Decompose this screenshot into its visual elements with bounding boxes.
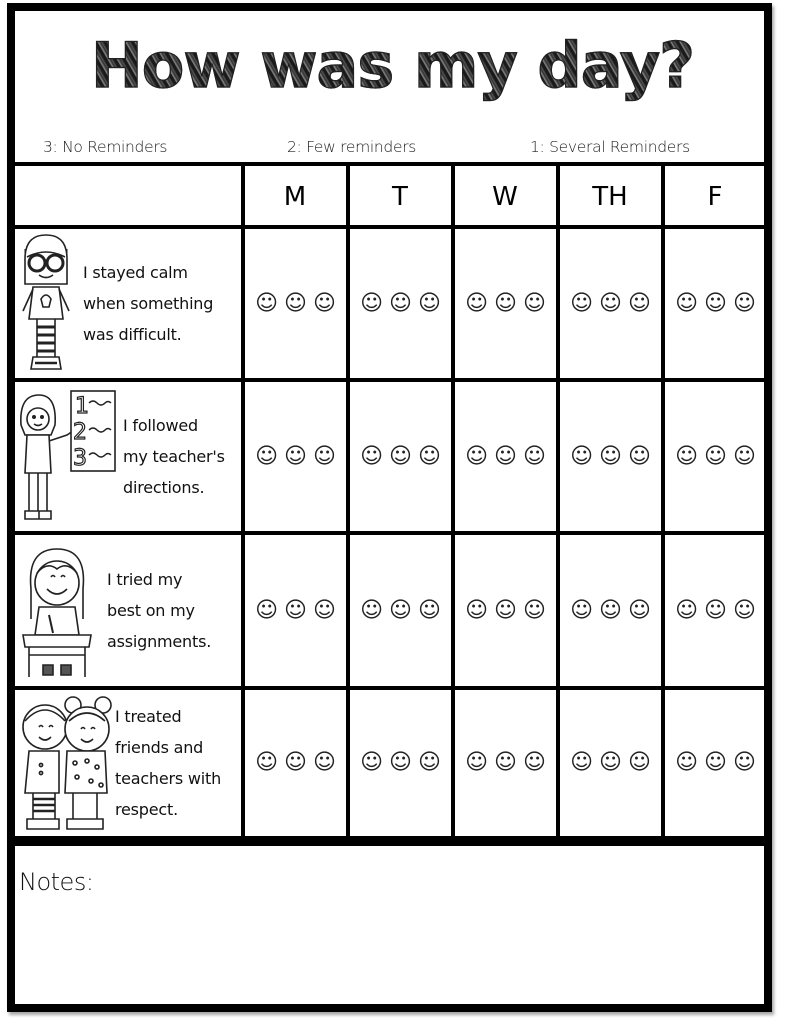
smiley-face-icon[interactable]: ☺ (389, 750, 412, 775)
rating-cell-monday-row-1 (245, 229, 346, 378)
smiley-face-icon[interactable]: ☺ (627, 290, 651, 316)
smiley-face-icon[interactable]: ☺ (465, 290, 489, 316)
day-header-tuesday: T (392, 182, 408, 212)
rating-cell-monday-row-3 (245, 535, 346, 686)
smiley-face-icon[interactable]: ☺ (675, 443, 699, 469)
girl-with-glasses-icon (15, 229, 77, 378)
smiley-face-icon[interactable]: ☺ (465, 597, 489, 623)
smiley-face-icon[interactable]: ☺ (599, 290, 622, 316)
day-header-monday: M (283, 182, 307, 212)
smiley-face-icon[interactable]: ☺ (312, 750, 336, 775)
smiley-face-icon[interactable]: ☺ (465, 443, 489, 469)
smiley-face-icon[interactable]: ☺ (389, 290, 412, 316)
two-friends-hugging-icon (15, 691, 115, 835)
smiley-face-icon[interactable]: ☺ (284, 443, 307, 469)
smiley-face-icon[interactable]: ☺ (284, 290, 307, 316)
smiley-face-icon[interactable]: ☺ (312, 443, 336, 469)
girl-pointing-at-list-icon (15, 385, 121, 529)
behavior-text: I stayed calm when something was difficult. (83, 263, 214, 344)
smiley-face-icon[interactable]: ☺ (494, 290, 517, 316)
svg-text:1: 1 (75, 393, 89, 419)
smiley-face-icon[interactable]: ☺ (360, 597, 384, 623)
smiley-face-icon[interactable]: ☺ (255, 597, 279, 623)
smiley-face-icon[interactable]: ☺ (417, 597, 441, 623)
smiley-face-icon[interactable]: ☺ (627, 597, 651, 623)
rating-cell-friday-row-4 (665, 690, 766, 836)
smiley-face-icon[interactable]: ☺ (360, 290, 384, 316)
rating-cell-monday-row-4 (245, 690, 346, 836)
legend-several-reminders: 1: Several Reminders (530, 138, 690, 156)
behavior-row-calm (15, 229, 242, 378)
grid-line (15, 162, 764, 166)
day-header-wednesday: W (492, 182, 518, 212)
rating-cell-thursday-row-3 (560, 535, 661, 686)
smiley-face-icon[interactable]: ☺ (284, 750, 307, 775)
rating-cell-wednesday-row-2 (455, 382, 556, 531)
rating-cell-tuesday-row-3 (350, 535, 451, 686)
smiley-face-icon[interactable]: ☺ (522, 750, 546, 775)
smiley-face-icon[interactable]: ☺ (360, 750, 384, 775)
smiley-face-icon[interactable]: ☺ (284, 597, 307, 623)
rating-cell-friday-row-2 (665, 382, 766, 531)
smiley-face-icon[interactable]: ☺ (570, 443, 594, 469)
smiley-face-icon[interactable]: ☺ (389, 597, 412, 623)
smiley-face-icon[interactable]: ☺ (570, 290, 594, 316)
rating-cell-tuesday-row-1 (350, 229, 451, 378)
smiley-face-icon[interactable]: ☺ (599, 597, 622, 623)
smiley-face-icon[interactable]: ☺ (732, 750, 756, 775)
rating-cell-friday-row-3 (665, 535, 766, 686)
page-title: How was my day? (0, 30, 785, 102)
smiley-face-icon[interactable]: ☺ (417, 443, 441, 469)
rating-cell-tuesday-row-2 (350, 382, 451, 531)
smiley-face-icon[interactable]: ☺ (570, 750, 594, 775)
notes-divider (15, 836, 764, 846)
svg-text:2: 2 (73, 419, 87, 445)
smiley-face-icon[interactable]: ☺ (599, 750, 622, 775)
smiley-face-icon[interactable]: ☺ (389, 443, 412, 469)
smiley-face-icon[interactable]: ☺ (732, 597, 756, 623)
rating-cell-thursday-row-1 (560, 229, 661, 378)
smiley-face-icon[interactable]: ☺ (255, 290, 279, 316)
smiley-face-icon[interactable]: ☺ (704, 290, 727, 316)
behavior-row-respect (15, 690, 242, 836)
smiley-face-icon[interactable]: ☺ (465, 750, 489, 775)
behavior-row-directions (15, 382, 242, 531)
smiley-face-icon[interactable]: ☺ (675, 750, 699, 775)
girl-writing-at-desk-icon (17, 539, 97, 683)
smiley-face-icon[interactable]: ☺ (732, 290, 756, 316)
smiley-face-icon[interactable]: ☺ (255, 750, 279, 775)
smiley-face-icon[interactable]: ☺ (522, 290, 546, 316)
rating-cell-wednesday-row-3 (455, 535, 556, 686)
smiley-face-icon[interactable]: ☺ (704, 443, 727, 469)
smiley-face-icon[interactable]: ☺ (494, 750, 517, 775)
smiley-face-icon[interactable]: ☺ (255, 443, 279, 469)
smiley-face-icon[interactable]: ☺ (704, 750, 727, 775)
smiley-face-icon[interactable]: ☺ (570, 597, 594, 623)
smiley-face-icon[interactable]: ☺ (522, 597, 546, 623)
rating-cell-friday-row-1 (665, 229, 766, 378)
smiley-face-icon[interactable]: ☺ (417, 750, 441, 775)
behavior-row-best (15, 535, 242, 686)
smiley-face-icon[interactable]: ☺ (312, 290, 336, 316)
rating-cell-thursday-row-4 (560, 690, 661, 836)
rating-cell-monday-row-2 (245, 382, 346, 531)
rating-cell-tuesday-row-4 (350, 690, 451, 836)
smiley-face-icon[interactable]: ☺ (627, 750, 651, 775)
notes-label: Notes: (19, 868, 94, 896)
rating-cell-wednesday-row-4 (455, 690, 556, 836)
smiley-face-icon[interactable]: ☺ (675, 290, 699, 316)
notes-area[interactable] (15, 846, 764, 1003)
behavior-text: I followed my teacher's directions. (123, 416, 225, 497)
smiley-face-icon[interactable]: ☺ (675, 597, 699, 623)
legend-no-reminders: 3: No Reminders (43, 138, 168, 156)
smiley-face-icon[interactable]: ☺ (360, 443, 384, 469)
smiley-face-icon[interactable]: ☺ (522, 443, 546, 469)
smiley-face-icon[interactable]: ☺ (312, 597, 336, 623)
rating-cell-wednesday-row-1 (455, 229, 556, 378)
rating-cell-thursday-row-2 (560, 382, 661, 531)
day-header-friday: F (707, 182, 723, 212)
behavior-text: I tried my best on my assignments. (107, 570, 212, 651)
smiley-face-icon[interactable]: ☺ (732, 443, 756, 469)
smiley-face-icon[interactable]: ☺ (417, 290, 441, 316)
svg-text:3: 3 (73, 445, 87, 471)
legend-few-reminders: 2: Few reminders (287, 138, 417, 156)
day-header-thursday: TH (592, 182, 628, 212)
smiley-face-icon[interactable]: ☺ (704, 597, 727, 623)
smiley-face-icon[interactable]: ☺ (494, 597, 517, 623)
behavior-text: I treated friends and teachers with respect. (115, 707, 222, 819)
smiley-face-icon[interactable]: ☺ (494, 443, 517, 469)
smiley-face-icon[interactable]: ☺ (627, 443, 651, 469)
smiley-face-icon[interactable]: ☺ (599, 443, 622, 469)
